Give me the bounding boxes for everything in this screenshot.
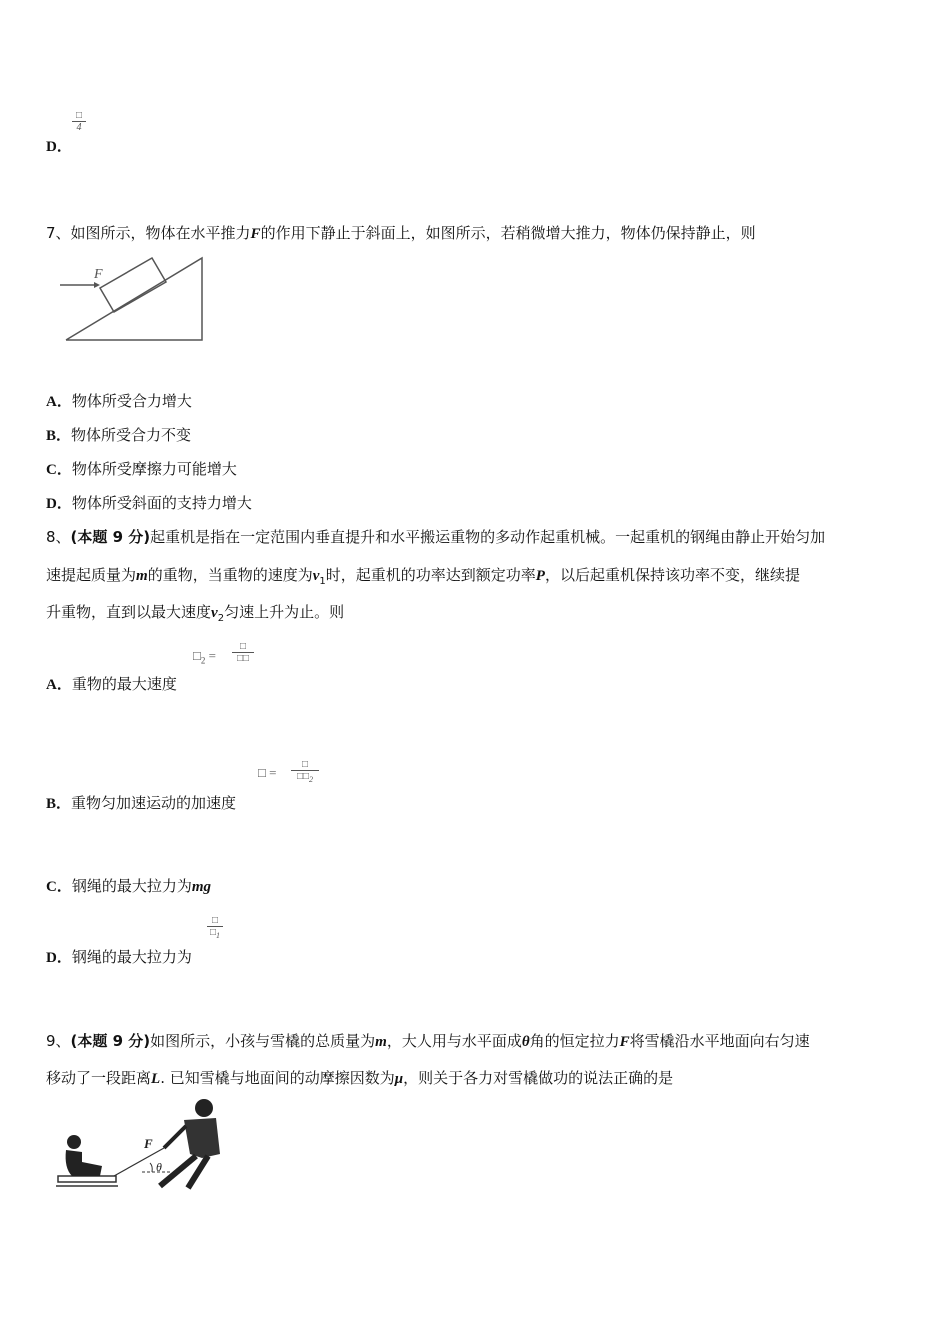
- child-body: [66, 1150, 102, 1176]
- q8-option-a[interactable]: A．重物的最大速度: [46, 675, 177, 693]
- fraction-denominator: 4: [76, 122, 82, 133]
- q8-stem-line2: 速提起质量为m的重物，当重物的速度为$v_1$时，起重机的功率达到额定功率P，以后起重机保持该功率不变，继续提: [46, 566, 800, 587]
- adult-head: [195, 1099, 213, 1117]
- force-arrow-head: [94, 282, 100, 288]
- q8-optB-fraction: □ $□□_2$: [291, 759, 319, 785]
- q8-optA-fraction: □ □□: [232, 641, 254, 664]
- child-head: [67, 1135, 81, 1149]
- q8-stem-line1: 8、(本题 9 分)起重机是指在一定范围内垂直提升和水平搬运重物的多动作起重机械。一起重机的钢绳由静止开始匀加: [46, 528, 826, 546]
- q8-option-d[interactable]: D．钢绳的最大拉力为: [46, 948, 192, 966]
- force-label: F: [144, 1136, 153, 1151]
- theta-label: θ: [156, 1160, 162, 1174]
- q8-option-b[interactable]: B．重物匀加速运动的加速度: [46, 794, 237, 812]
- q8-option-c[interactable]: C．钢绳的最大拉力为mg: [46, 877, 212, 895]
- fraction-numerator: □: [72, 110, 86, 122]
- q9-stem-line1: 9、(本题 9 分)如图所示，小孩与雪橇的总质量为m，大人用与水平面成θ角的恒定拉力F将雪橇沿水平地面向右匀速: [46, 1032, 810, 1050]
- sled-base: [58, 1176, 116, 1182]
- force-label: F: [94, 267, 103, 282]
- option-label: D．: [46, 139, 72, 155]
- q7-stem: 7、如图所示，物体在水平推力F的作用下静止于斜面上，如图所示，若稍微增大推力，物体仍保持静止，则: [46, 224, 756, 242]
- q8-optA-formula-lhs: $□_2$ =: [193, 648, 216, 666]
- var-F: F: [250, 226, 261, 242]
- adult-arm: [164, 1126, 186, 1148]
- q9-stem-line2: 移动了一段距离L. 已知雪橇与地面间的动摩擦因数为μ，则关于各力对雪橇做功的说法正确的是: [46, 1069, 674, 1087]
- angle-arc: [150, 1163, 152, 1172]
- q8-stem-line3: 升重物，直到以最大速度$v_2$匀速上升为止。则: [46, 603, 345, 624]
- q7-option-c[interactable]: C．物体所受摩擦力可能增大: [46, 460, 237, 478]
- q8-optD-fraction: □ $□_1$: [207, 915, 223, 941]
- q6-optD-fraction: [72, 110, 86, 133]
- q7-option-d[interactable]: D．物体所受斜面的支持力增大: [46, 494, 252, 512]
- q7-incline-figure: [56, 254, 210, 346]
- q7-option-b[interactable]: B．物体所受合力不变: [46, 426, 192, 444]
- q8-optB-formula-lhs: □ =: [258, 765, 277, 780]
- adult-body: [184, 1118, 220, 1158]
- q6-option-d[interactable]: [46, 135, 72, 156]
- q9-sled-figure: [52, 1096, 224, 1194]
- incline-triangle: [66, 258, 202, 340]
- q7-option-a[interactable]: A．物体所受合力增大: [46, 392, 192, 410]
